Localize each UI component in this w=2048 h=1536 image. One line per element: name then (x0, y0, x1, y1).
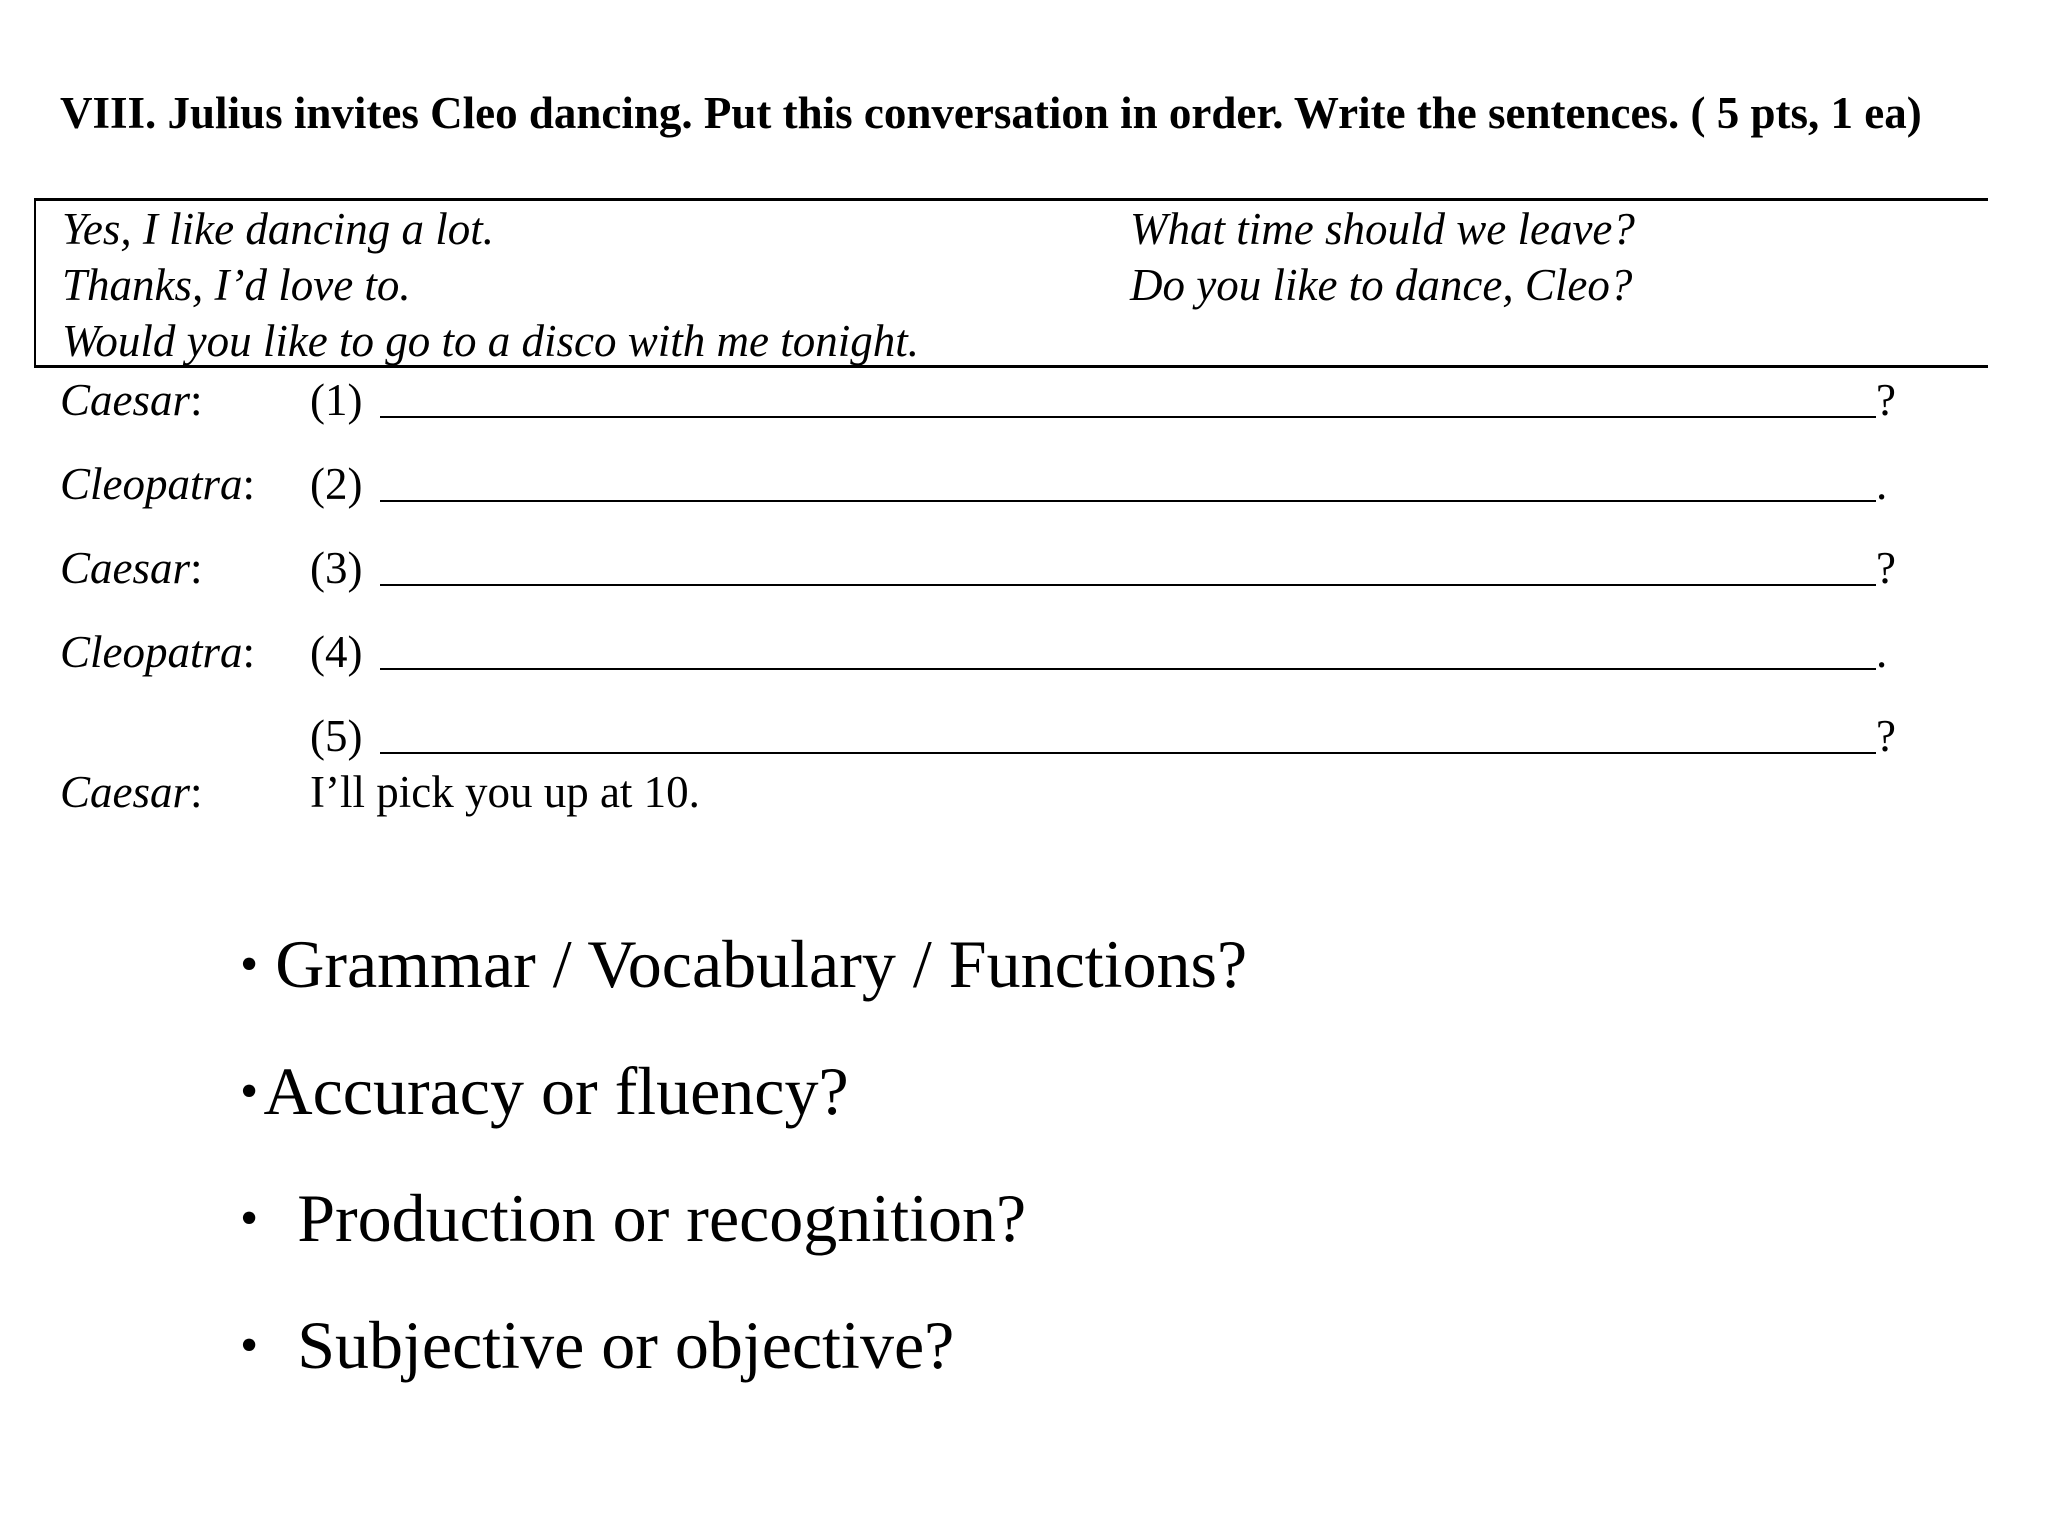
line-end-punctuation: ? (1876, 375, 1896, 425)
speaker-label: Caesar: (60, 543, 203, 593)
speaker-label: Cleopatra: (60, 627, 256, 677)
sentence-options-box (34, 198, 1988, 368)
answer-blank-2[interactable] (380, 500, 1876, 502)
bullet-item-grammar: • Grammar / Vocabulary / Functions? (240, 924, 1247, 1005)
dialogue-line-2 (0, 454, 2048, 514)
option-do-you-like-dance: Do you like to dance, Cleo? (1130, 260, 1633, 310)
dialogue-line-3 (0, 538, 2048, 598)
option-thanks-love-to: Thanks, I’d love to. (62, 260, 411, 310)
option-yes-like-dancing: Yes, I like dancing a lot. (62, 204, 495, 254)
line-end-punctuation: . (1876, 459, 1888, 509)
speaker-label: Caesar: (60, 375, 203, 425)
bullet-item-accuracy: • Accuracy or fluency? (240, 1051, 849, 1132)
line-number: (4) (310, 627, 363, 677)
bullet-dot-icon: • (240, 936, 259, 993)
answer-blank-1[interactable] (380, 416, 1876, 418)
line-end-punctuation: . (1876, 627, 1888, 677)
bullet-dot-icon: • (240, 1317, 259, 1374)
bullet-dot-icon: • (240, 1063, 259, 1120)
speaker-label: Cleopatra: (60, 459, 256, 509)
bullet-item-production: • Production or recognition? (240, 1178, 1026, 1259)
answer-blank-5[interactable] (380, 752, 1876, 754)
bullet-item-subjective: • Subjective or objective? (240, 1305, 954, 1386)
option-what-time-leave: What time should we leave? (1130, 204, 1635, 254)
bullet-dot-icon: • (240, 1190, 259, 1247)
line-number: (2) (310, 459, 363, 509)
option-would-you-like-disco: Would you like to go to a disco with me tonight. (62, 316, 920, 366)
answer-blank-4[interactable] (380, 668, 1876, 670)
line-number: (3) (310, 543, 363, 593)
dialogue-line-5 (0, 706, 2048, 766)
line-number: (1) (310, 375, 363, 425)
dialogue-line-4 (0, 622, 2048, 682)
dialogue-line-1 (0, 370, 2048, 430)
given-line-text: I’ll pick you up at 10. (310, 767, 700, 817)
exercise-heading: VIII. Julius invites Cleo dancing. Put this conversation in order. Write the sentences. ( 5 pts, 1 ea) (60, 88, 1922, 138)
line-number: (5) (310, 711, 363, 761)
dialogue-final-line (0, 762, 2048, 822)
answer-blank-3[interactable] (380, 584, 1876, 586)
line-end-punctuation: ? (1876, 543, 1896, 593)
speaker-label: Caesar: (60, 767, 203, 817)
line-end-punctuation: ? (1876, 711, 1896, 761)
